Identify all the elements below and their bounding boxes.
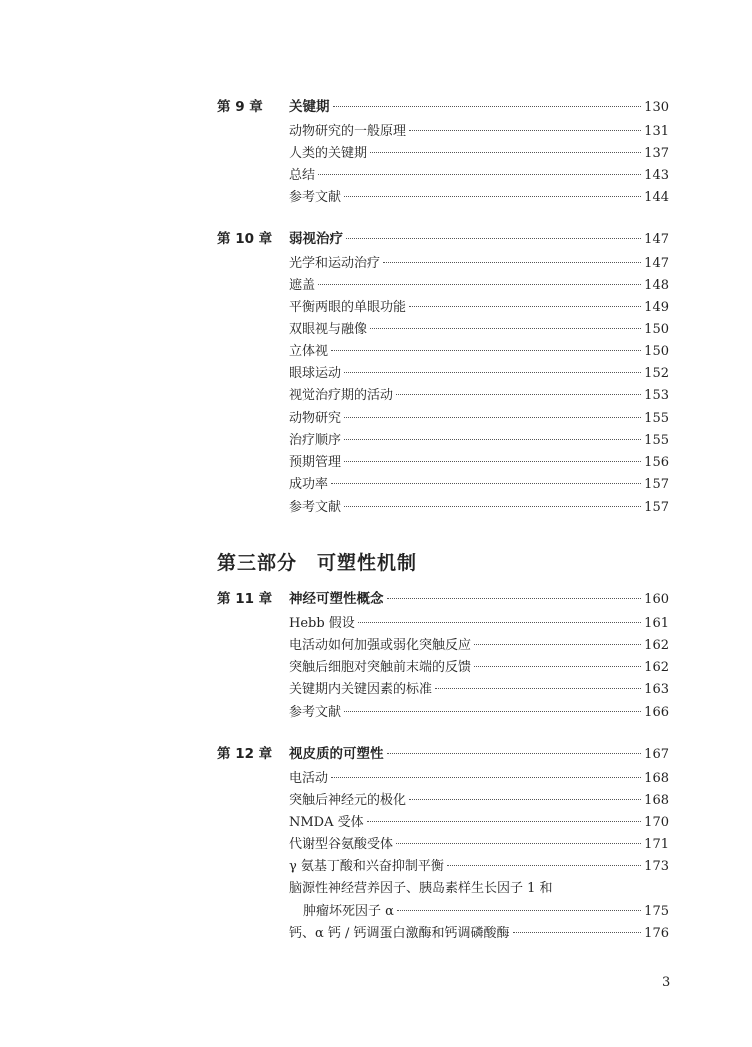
entry-title: 参考文献	[289, 190, 342, 205]
dot-leader	[318, 174, 641, 175]
page-ref: 171	[644, 837, 669, 852]
chapter-title: 弱视治疗	[289, 231, 343, 247]
chapter-title: 神经可塑性概念	[289, 591, 384, 607]
toc-entry-row[interactable]	[289, 452, 669, 474]
page-ref: 170	[644, 815, 669, 830]
page-ref: 149	[644, 300, 669, 315]
toc-entry-row[interactable]	[289, 474, 669, 496]
dot-leader	[435, 688, 641, 689]
page-number: 3	[662, 975, 671, 990]
page-ref: 161	[644, 616, 669, 631]
toc-entry-row[interactable]	[289, 635, 669, 657]
toc-entry-row[interactable]	[289, 923, 669, 945]
dot-leader	[367, 821, 642, 822]
dot-leader	[331, 350, 641, 351]
entry-title: 眼球运动	[289, 366, 342, 381]
toc-entry-row[interactable]	[289, 768, 669, 790]
entry-title: 成功率	[289, 477, 329, 492]
dot-leader	[370, 152, 641, 153]
entry-title: 动物研究	[289, 411, 342, 426]
dot-leader	[344, 506, 641, 507]
toc-entry-row[interactable]	[289, 657, 669, 679]
chapter-number: 第 12 章	[217, 746, 273, 762]
chapter-number: 第 10 章	[217, 231, 273, 247]
dot-leader	[344, 711, 641, 712]
dot-leader	[344, 439, 641, 440]
dot-leader	[447, 865, 641, 866]
page-ref: 147	[644, 256, 669, 271]
entry-title: 平衡两眼的单眼功能	[289, 300, 407, 315]
toc-entry-row[interactable]	[289, 497, 669, 519]
toc-entry-row[interactable]	[289, 702, 669, 724]
entry-title: 关键期内关键因素的标准	[289, 682, 433, 697]
toc-entry-row[interactable]	[289, 408, 669, 430]
entry-title: 双眼视与融像	[289, 322, 368, 337]
entry-title: 电活动	[289, 771, 329, 786]
page-ref: 173	[644, 859, 669, 874]
page-ref: 157	[644, 500, 669, 515]
page-ref: 156	[644, 455, 669, 470]
page-ref: 137	[644, 146, 669, 161]
toc-entry-row[interactable]	[289, 790, 669, 812]
dot-leader	[396, 843, 641, 844]
dot-leader	[344, 372, 641, 373]
toc-entry-row[interactable]	[289, 275, 669, 297]
page-ref: 168	[644, 771, 669, 786]
toc-entry-row[interactable]	[289, 253, 669, 275]
page-ref: 155	[644, 433, 669, 448]
entry-title: 代谢型谷氨酸受体	[289, 837, 394, 852]
dot-leader	[474, 666, 641, 667]
entry-title: NMDA 受体	[289, 815, 364, 830]
entry-title: 遮盖	[289, 278, 316, 293]
toc-entry-row[interactable]	[289, 856, 669, 878]
page-ref: 168	[644, 793, 669, 808]
toc-entry-row[interactable]	[289, 341, 669, 363]
entry-title: 电活动如何加强或弱化突触反应	[289, 638, 472, 653]
page-ref: 153	[644, 388, 669, 403]
entry-title: 突触后神经元的极化	[289, 793, 407, 808]
page-ref: 167	[644, 747, 669, 762]
page-ref: 150	[644, 344, 669, 359]
dot-leader	[333, 106, 642, 107]
page-ref: 176	[644, 926, 669, 941]
page-ref: 131	[644, 124, 669, 139]
toc-chapter-row[interactable]	[217, 743, 669, 765]
page-ref: 160	[644, 592, 669, 607]
entry-title: 肿瘤坏死因子 α	[303, 904, 394, 919]
dot-leader	[409, 130, 641, 131]
page-ref: 130	[644, 100, 669, 115]
dot-leader	[370, 328, 641, 329]
toc-entry-row[interactable]	[289, 812, 669, 834]
chapter-title: 关键期	[289, 99, 330, 115]
entry-title: 光学和运动治疗	[289, 256, 381, 271]
toc-entry-row[interactable]	[289, 319, 669, 341]
toc-chapter-row[interactable]	[217, 588, 669, 610]
dot-leader	[344, 417, 641, 418]
page-ref: 148	[644, 278, 669, 293]
toc-entry-row[interactable]	[289, 878, 669, 900]
entry-title: Hebb 假设	[289, 616, 355, 631]
chapter-number: 第 11 章	[217, 591, 273, 607]
toc-chapter-row[interactable]	[217, 228, 669, 250]
entry-title: 脑源性神经营养因子、胰岛素样生长因子 1 和	[289, 881, 553, 896]
chapter-number: 第 9 章	[217, 99, 263, 115]
dot-leader	[344, 196, 641, 197]
dot-leader	[331, 777, 641, 778]
toc-entry-row[interactable]	[289, 187, 669, 209]
dot-leader	[474, 644, 641, 645]
page-ref: 166	[644, 705, 669, 720]
page-ref: 144	[644, 190, 669, 205]
entry-title: γ 氨基丁酸和兴奋抑制平衡	[289, 859, 444, 874]
toc-entry-row[interactable]	[303, 901, 669, 923]
page-ref: 157	[644, 477, 669, 492]
toc-entry-row[interactable]	[289, 385, 669, 407]
toc-entry-row[interactable]	[289, 363, 669, 385]
entry-title: 参考文献	[289, 500, 342, 515]
toc-chapter-row[interactable]	[217, 96, 669, 118]
entry-title: 动物研究的一般原理	[289, 124, 407, 139]
page-ref: 163	[644, 682, 669, 697]
toc-entry-row[interactable]	[289, 430, 669, 452]
toc-entry-row[interactable]	[289, 679, 669, 701]
chapter-title: 视皮质的可塑性	[289, 746, 384, 762]
part-title: 第三部分 可塑性机制	[217, 552, 418, 574]
page-ref: 155	[644, 411, 669, 426]
entry-title: 视觉治疗期的活动	[289, 388, 394, 403]
dot-leader	[396, 394, 641, 395]
dot-leader	[318, 284, 641, 285]
page-ref: 162	[644, 638, 669, 653]
page-ref: 143	[644, 168, 669, 183]
entry-title: 总结	[289, 168, 316, 183]
entry-title: 立体视	[289, 344, 329, 359]
dot-leader	[387, 598, 642, 599]
entry-title: 突触后细胞对突触前末端的反馈	[289, 660, 472, 675]
toc-entry-row[interactable]	[289, 121, 669, 143]
page-ref: 150	[644, 322, 669, 337]
entry-title: 钙、α 钙 / 钙调蛋白激酶和钙调磷酸酶	[289, 926, 510, 941]
entry-title: 预期管理	[289, 455, 342, 470]
dot-leader	[397, 910, 641, 911]
page-ref: 147	[644, 232, 669, 247]
page-ref: 162	[644, 660, 669, 675]
toc-entry-row[interactable]	[289, 165, 669, 187]
dot-leader	[409, 306, 641, 307]
dot-leader	[346, 238, 641, 239]
entry-title: 参考文献	[289, 705, 342, 720]
dot-leader	[331, 483, 641, 484]
entry-title: 治疗顺序	[289, 433, 342, 448]
dot-leader	[383, 262, 641, 263]
dot-leader	[409, 799, 641, 800]
page-ref: 175	[644, 904, 669, 919]
toc-entry-row[interactable]	[289, 834, 669, 856]
toc-entry-row[interactable]	[289, 297, 669, 319]
entry-title: 人类的关键期	[289, 146, 368, 161]
toc-entry-row[interactable]	[289, 143, 669, 165]
toc-entry-row[interactable]	[289, 613, 669, 635]
dot-leader	[513, 932, 642, 933]
dot-leader	[387, 753, 642, 754]
dot-leader	[358, 622, 641, 623]
dot-leader	[344, 461, 641, 462]
page-ref: 152	[644, 366, 669, 381]
